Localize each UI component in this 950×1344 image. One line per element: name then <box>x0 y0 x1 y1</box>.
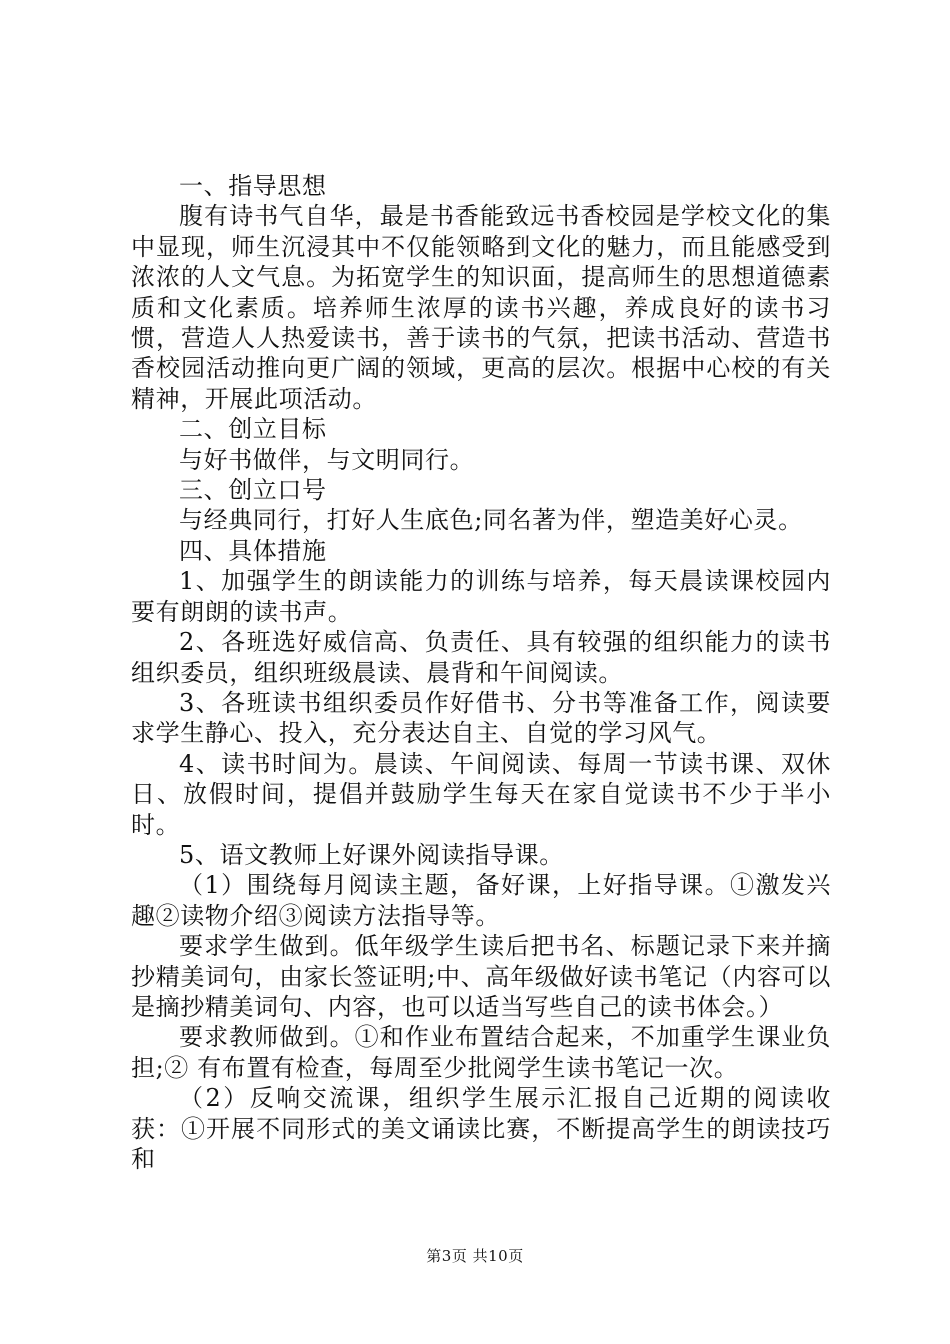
section-heading-guiding-ideology: 一、指导思想 <box>179 172 327 200</box>
paragraph-slogan: 与经典同行，打好人生底色;同名著为伴，塑造美好心灵。 <box>179 506 803 535</box>
measure-item-1: 1、加强学生的朗读能力的训练与培养，每天晨读课校园内要有朗朗的读书声。 <box>131 567 831 626</box>
measure-subitem-2: （2）反响交流课，组织学生展示汇报自己近期的阅读收获：①开展不同形式的美文诵读比赛，不断提高学生的朗读技巧和 <box>131 1084 831 1173</box>
measure-item-2: 2、各班选好威信高、负责任、具有较强的组织能力的读书组织委员，组织班级晨读、晨背和午间阅读。 <box>131 628 831 687</box>
student-requirements: 要求学生做到。低年级学生读后把书名、标题记录下来并摘抄精美词句，由家长签证明;中、高年级做好读书笔记（内容可以是摘抄精美词句、内容，也可以适当写些自己的读书体会。） <box>131 932 831 1021</box>
document-body <box>131 171 831 1174</box>
measure-subitem-1: （1）围绕每月阅读主题，备好课，上好指导课。①激发兴趣②读物介绍③阅读方法指导等。 <box>131 871 831 930</box>
teacher-requirements: 要求教师做到。①和作业布置结合起来，不加重学生课业负担;② 有布置有检查，每周至少批阅学生读书笔记一次。 <box>131 1023 831 1082</box>
section-heading-goal: 二、创立目标 <box>179 415 327 444</box>
page-number-footer: 第3页 共10页 <box>426 1247 524 1265</box>
paragraph-goal: 与好书做伴，与文明同行。 <box>179 445 475 474</box>
section-heading-measures: 四、具体措施 <box>179 536 327 565</box>
paragraph-guiding-ideology: 腹有诗书气自华，最是书香能致远书香校园是学校文化的集中显现，师生沉浸其中不仅能领略到文化的魅力，而且能感受到浓浓的人文气息。为拓宽学生的知识面，提高师生的思想道德素质和文化素质。培养师生浓厚的读书兴趣，养成良好的读书习惯，营造人人热爱读书，善于读书的气氛，把读书活动、营造书香校园活动推向更广阔的领域，更高的层次。根据中心校的有关精神，开展此项活动。 <box>131 202 831 413</box>
measure-item-5: 5、语文教师上好课外阅读指导课。 <box>179 840 564 869</box>
measure-item-4: 4、读书时间为。晨读、午间阅读、每周一节读书课、双休日、放假时间，提倡并鼓励学生每天在家自觉读书不少于半小时。 <box>131 749 831 839</box>
measure-item-3: 3、各班读书组织委员作好借书、分书等准备工作，阅读要求学生静心、投入，充分表达自主、自觉的学习风气。 <box>131 688 831 748</box>
section-heading-slogan: 三、创立口号 <box>179 476 327 505</box>
